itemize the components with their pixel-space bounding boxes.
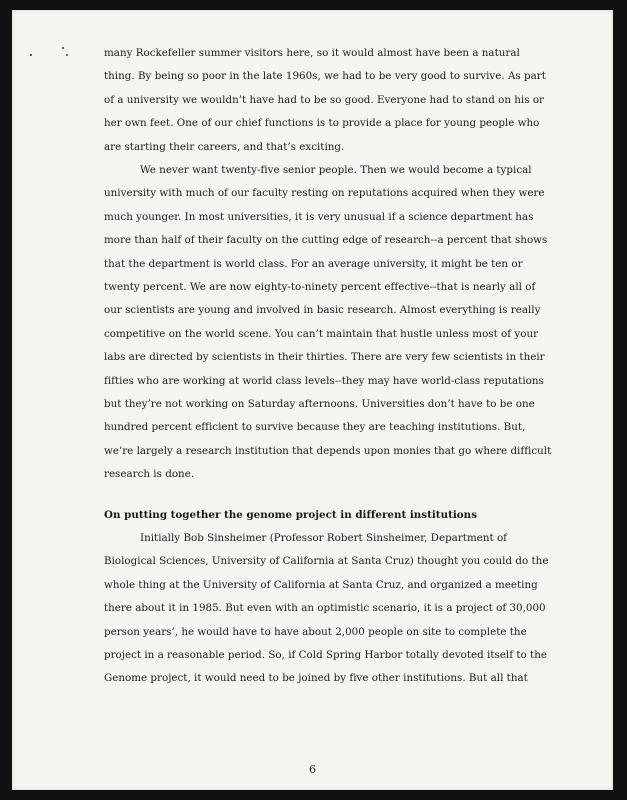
text-line: hundred percent efficient to survive because they are teaching institutions. But, xyxy=(104,421,526,434)
text-line: competitive on the world scene. You can’t maintain that hustle unless most of your xyxy=(104,327,539,340)
text-line: fifties who are working at world class levels--they may have world-class reputations xyxy=(104,374,544,387)
text-line: project in a reasonable period. So, if Cold Spring Harbor totally devoted itself to the xyxy=(104,648,547,661)
text-line: much younger. In most universities, it is very unusual if a science department has xyxy=(104,210,534,223)
text-line: many Rockefeller summer visitors here, so it would almost have been a natural xyxy=(104,47,520,59)
text-line: that the department is world class. For an average university, it might be ten or xyxy=(104,257,523,270)
text-line: university with much of our faculty resting on reputations acquired when they were xyxy=(104,187,545,200)
section-heading xyxy=(104,504,529,527)
paragraph-1 xyxy=(104,42,546,159)
text-line: Genome project, it would need to be joined by five other institutions. But all that xyxy=(104,672,528,685)
scan-speck xyxy=(62,47,64,49)
text-line: labs are directed by scientists in their thirties. There are very few scientists in their xyxy=(104,351,545,364)
text-line: there about it in 1985. But even with an optimistic scenario, it is a project of 30,000 xyxy=(104,602,546,615)
text-line: our scientists are young and involved in basic research. Almost everything is really xyxy=(104,304,541,317)
text-line: Initially Bob Sinsheimer (Professor Robert Sinsheimer, Department of xyxy=(140,532,507,544)
paragraph-2 xyxy=(104,159,552,486)
page-number: 6 xyxy=(309,763,316,776)
text-line: We never want twenty-five senior people. Then we would become a typical xyxy=(140,164,532,176)
scan-speck xyxy=(66,54,68,56)
text-line: are starting their careers, and that’s exciting. xyxy=(104,140,345,153)
text-line: thing. By being so poor in the late 1960s, we had to be very good to survive. As part xyxy=(104,70,546,83)
text-line: whole thing at the University of California at Santa Cruz, and organized a meeting xyxy=(104,578,538,591)
text-line: research is done. xyxy=(104,468,195,481)
text-line: person years’, he would have to have about 2,000 people on site to complete the xyxy=(104,625,527,638)
text-line: her own feet. One of our chief functions is to provide a place for young people who xyxy=(104,117,540,130)
text-line: twenty percent. We are now eighty-to-ninety percent effective--that is nearly all of xyxy=(104,280,536,293)
document-page xyxy=(12,10,613,790)
paragraph-3 xyxy=(104,527,549,691)
section-heading-text: On putting together the genome project in different institutions xyxy=(104,509,478,521)
text-line: but they’re not working on Saturday afternoons. Universities don’t have to be one xyxy=(104,397,535,410)
text-line: we’re largely a research institution that depends upon monies that go where difficult xyxy=(104,444,552,457)
text-line: more than half of their faculty on the cutting edge of research--a percent that shows xyxy=(104,234,548,247)
text-line: Biological Sciences, University of California at Santa Cruz) thought you could do the xyxy=(104,555,549,568)
text-line: of a university we wouldn’t have had to be so good. Everyone had to stand on his or xyxy=(104,93,544,106)
scan-speck xyxy=(30,54,32,56)
